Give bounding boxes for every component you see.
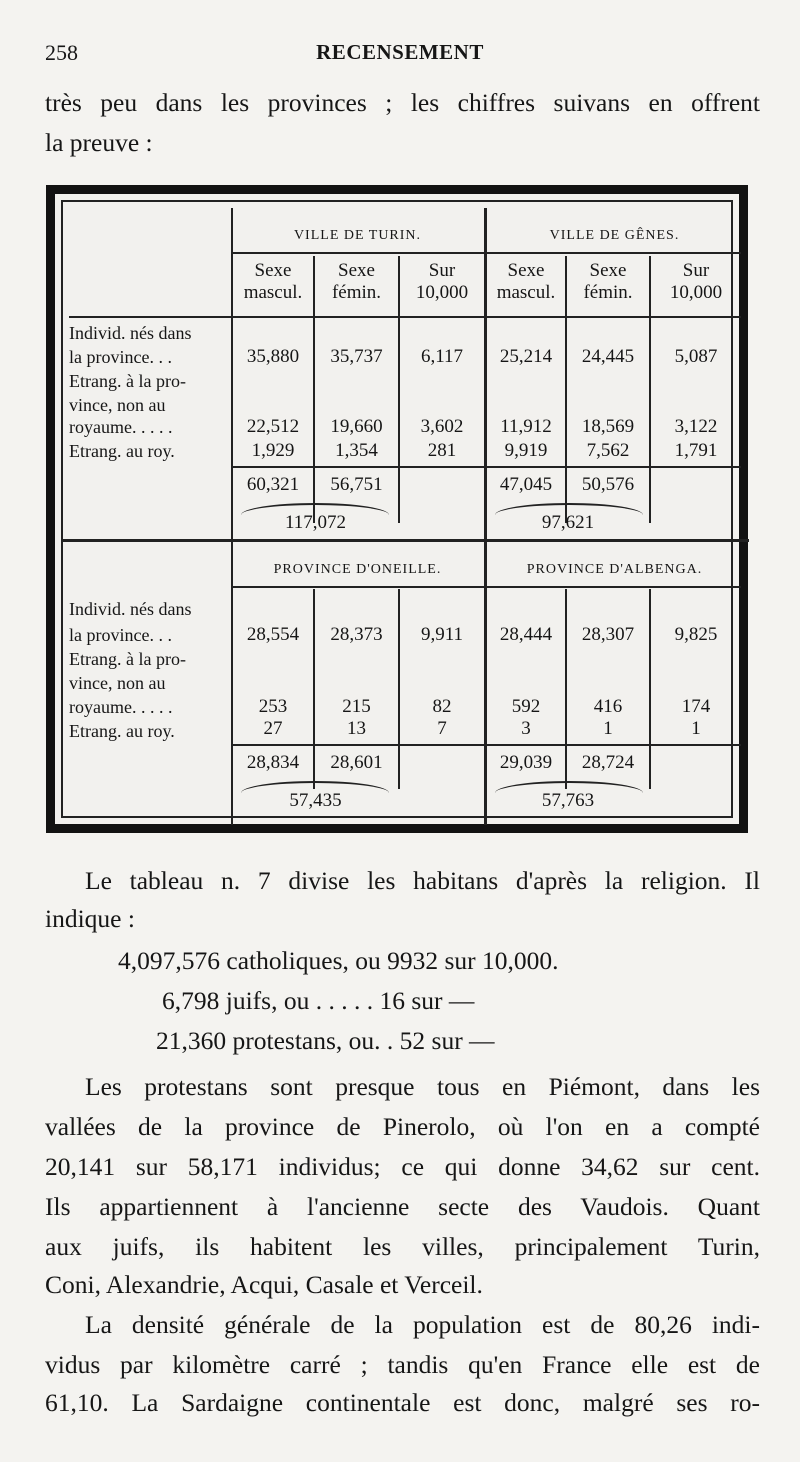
col-header: Sur 10,000 <box>415 260 469 303</box>
table-cell: 9,911 <box>420 624 464 645</box>
religion-catholics: 4,097,576 catholiques, ou 9932 sur 10,000. <box>118 946 559 975</box>
page-number: 258 <box>45 40 78 65</box>
religion-para-line-2: indique : <box>45 904 135 933</box>
row-label: Etrang. à la pro- <box>69 649 186 669</box>
group-label-genes: VILLE DE GÊNES. <box>549 228 680 243</box>
table-cell: 27 <box>263 718 283 739</box>
table-cell: 592 <box>511 696 541 717</box>
table-cell: 7 <box>437 718 447 739</box>
group-label-oneille: PROVINCE D'ONEILLE. <box>273 562 442 577</box>
group-label-albenga: PROVINCE D'ALBENGA. <box>526 562 703 577</box>
table-cell: 13 <box>347 718 366 739</box>
table-cell: 3,602 <box>420 416 464 437</box>
religion-para-line-1: Le tableau n. 7 divise les habitans d'après la religion. Il <box>85 866 760 895</box>
religion-protestants: 21,360 protestans, ou. . 52 sur — <box>156 1026 495 1055</box>
row-label: Etrang. au roy. <box>69 441 175 461</box>
row-label: royaume. . . . . <box>69 417 173 437</box>
table-cell: 25,214 <box>499 346 553 367</box>
table-cell: 5,087 <box>674 346 718 367</box>
table-cell: 28,307 <box>581 624 635 645</box>
table-cell: 9,825 <box>674 624 718 645</box>
table-rule <box>231 252 741 254</box>
table-cell: 19,660 <box>330 416 383 437</box>
group-label-turin: VILLE DE TURIN. <box>293 228 422 243</box>
table-cell: 3,122 <box>674 416 718 437</box>
table-cell: 1 <box>691 718 701 739</box>
table-cell: 281 <box>427 440 457 461</box>
page-header <box>45 40 755 74</box>
protestants-line-4: Ils appartiennent à l'ancienne secte des Vaudois. Quant <box>45 1192 760 1221</box>
table-cell: 28,554 <box>246 624 300 645</box>
table-cell: 35,737 <box>330 346 383 367</box>
population-table <box>46 185 748 833</box>
table-rule <box>231 586 741 588</box>
row-label: la province. . . <box>69 625 172 645</box>
subtotal-cell: 28,601 <box>330 752 383 773</box>
col-header: Sexe fémin. <box>331 260 382 303</box>
table-cell: 3 <box>521 718 531 739</box>
table-cell: 24,445 <box>581 346 635 367</box>
protestants-line-1: Les protestans sont presque tous en Piémont, dans les <box>85 1072 760 1101</box>
table-cell: 7,562 <box>586 440 630 461</box>
table-cell: 1,354 <box>335 440 378 461</box>
col-header: Sexe mascul. <box>243 260 303 303</box>
table-cell: 28,444 <box>499 624 553 645</box>
col-header: Sur 10,000 <box>669 260 723 303</box>
table-rule <box>69 316 741 318</box>
table-cell: 174 <box>681 696 711 717</box>
row-label: Individ. nés dans <box>69 599 192 619</box>
row-label: Etrang. à la pro- <box>69 371 186 391</box>
protestants-line-5: aux juifs, ils habitent les villes, principalement Turin, <box>45 1232 760 1261</box>
subtotal-cell: 60,321 <box>246 474 300 495</box>
table-cell: 28,373 <box>330 624 383 645</box>
table-cell: 416 <box>593 696 623 717</box>
row-label: Individ. nés dans <box>69 323 192 343</box>
row-label: la province. . . <box>69 347 172 367</box>
table-rule <box>231 466 741 468</box>
total-albenga: 57,763 <box>541 790 595 811</box>
intro-line-2: la preuve : <box>45 128 153 157</box>
intro-line-1: très peu dans les provinces ; les chiffres suivans en offrent <box>45 88 760 117</box>
protestants-line-3: 20,141 sur 58,171 individus; ce qui donne 34,62 sur cent. <box>45 1152 760 1181</box>
running-title: RECENSEMENT <box>316 40 484 64</box>
table-cell: 1,791 <box>674 440 718 461</box>
table-rule <box>231 744 741 746</box>
table-cell: 9,919 <box>504 440 548 461</box>
table-cell: 1,929 <box>251 440 295 461</box>
subtotal-cell: 28,834 <box>246 752 300 773</box>
density-line-2: vidus par kilomètre carré ; tandis qu'en France elle est de <box>45 1350 760 1379</box>
subtotal-cell: 29,039 <box>499 752 553 773</box>
table-section-rule <box>63 539 749 542</box>
table-cell: 18,569 <box>581 416 635 437</box>
table-cell: 82 <box>432 696 452 717</box>
col-header: Sexe mascul. <box>496 260 556 303</box>
density-line-3: 61,10. La Sardaigne continentale est donc, malgré ses ro- <box>45 1388 760 1417</box>
total-oneille: 57,435 <box>289 790 342 811</box>
subtotal-cell: 56,751 <box>330 474 383 495</box>
table-col-divider <box>649 589 651 789</box>
subtotal-cell: 50,576 <box>581 474 635 495</box>
protestants-line-2: vallées de la province de Pinerolo, où l'on en a compté <box>45 1112 760 1141</box>
row-label: vince, non au <box>69 673 166 693</box>
table-cell: 11,912 <box>500 416 552 437</box>
table-cell: 22,512 <box>246 416 300 437</box>
table-cell: 1 <box>603 718 613 739</box>
row-label: Etrang. au roy. <box>69 721 175 741</box>
table-cell: 6,117 <box>420 346 464 367</box>
row-label: royaume. . . . . <box>69 697 173 717</box>
subtotal-cell: 47,045 <box>499 474 553 495</box>
table-cell: 253 <box>258 696 288 717</box>
table-cell: 215 <box>342 696 371 717</box>
row-label: vince, non au <box>69 395 166 415</box>
table-cell: 35,880 <box>246 346 300 367</box>
density-line-1: La densité générale de la population est de 80,26 indi- <box>85 1310 760 1339</box>
total-genes: 97,621 <box>541 512 595 533</box>
religion-jews: 6,798 juifs, ou . . . . . 16 sur — <box>162 986 475 1015</box>
col-header: Sexe fémin. <box>583 260 633 303</box>
subtotal-cell: 28,724 <box>581 752 635 773</box>
table-col-divider <box>398 589 400 789</box>
total-turin: 117,072 <box>284 512 347 533</box>
protestants-line-6: Coni, Alexandrie, Acqui, Casale et Verceil. <box>45 1270 483 1299</box>
